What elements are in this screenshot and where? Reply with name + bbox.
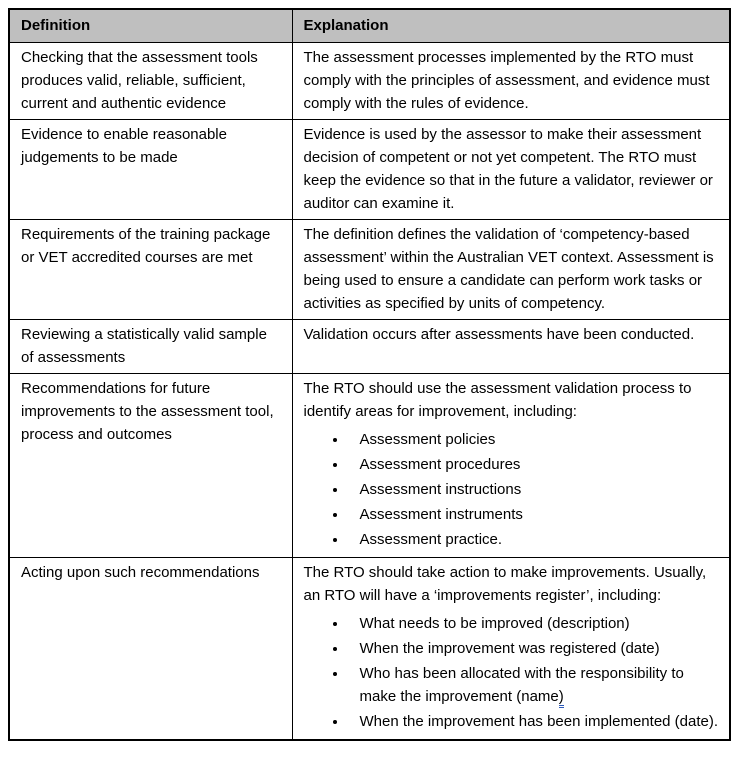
- explanation-cell: [292, 558, 730, 741]
- table-row: [9, 220, 730, 320]
- explanation-cell: The assessment processes implemented by the RTO must comply with the principles of assessment, and evidence must comply with the rules of evidence.: [292, 43, 730, 120]
- definition-cell: Recommendations for future improvements to the assessment tool, process and outcomes: [9, 374, 292, 558]
- bullet-list: [304, 428, 720, 551]
- bullet-item: • When the improvement has been implemented (date).: [348, 710, 720, 733]
- bullet-item: • Assessment practice.: [348, 528, 720, 551]
- bullet-item: • Assessment instructions: [348, 478, 720, 501]
- definition-cell: Acting upon such recommendations: [9, 558, 292, 741]
- explanation-cell: Evidence is used by the assessor to make their assessment decision of competent or not yet competent. The RTO must keep the evidence so that in the future a validator, reviewer or auditor can examine it.: [292, 120, 730, 220]
- table-row: [9, 43, 730, 120]
- explanation-cell: Validation occurs after assessments have been conducted.: [292, 320, 730, 374]
- explanation-cell: [292, 374, 730, 558]
- explanation-text: The RTO should use the assessment validation process to identify areas for improvement, including:: [303, 380, 692, 420]
- header-cell-definition: Definition: [9, 9, 292, 43]
- explanation-cell: The definition defines the validation of ‘competency-based assessment’ within the Australian VET context. Assessment is being used to ensure a candidate can perform work tasks or activities as specified by units of competency.: [292, 220, 730, 320]
- definition-cell: Checking that the assessment tools produces valid, reliable, sufficient, current and authentic evidence: [9, 43, 292, 120]
- bullet-list: [304, 612, 720, 733]
- header-cell-explanation: Explanation: [292, 9, 730, 43]
- bullet-item: • Assessment procedures: [348, 453, 720, 476]
- bullet-item: [348, 662, 720, 708]
- bullet-item-text: Who has been allocated with the responsibility to make the improvement (name: [359, 665, 684, 705]
- table-row: [9, 120, 730, 220]
- definition-cell: Reviewing a statistically valid sample of assessments: [9, 320, 292, 374]
- explanation-text: The RTO should take action to make improvements. Usually, an RTO will have a ‘improvements register’, including:: [303, 564, 707, 604]
- bullet-item: • When the improvement was registered (date): [348, 637, 720, 660]
- definitions-table: [8, 8, 731, 741]
- bullet-item: • Assessment instruments: [348, 503, 720, 526]
- table-row: [9, 374, 730, 558]
- bullet-item: • What needs to be improved (description): [348, 612, 720, 635]
- table-header-row: [9, 9, 730, 43]
- table-row: [9, 558, 730, 741]
- definition-cell: Requirements of the training package or VET accredited courses are met: [9, 220, 292, 320]
- table-row: [9, 320, 730, 374]
- bullet-item: • Assessment policies: [348, 428, 720, 451]
- definition-cell: Evidence to enable reasonable judgements to be made: [9, 120, 292, 220]
- tracked-change-mark: ): [559, 688, 564, 708]
